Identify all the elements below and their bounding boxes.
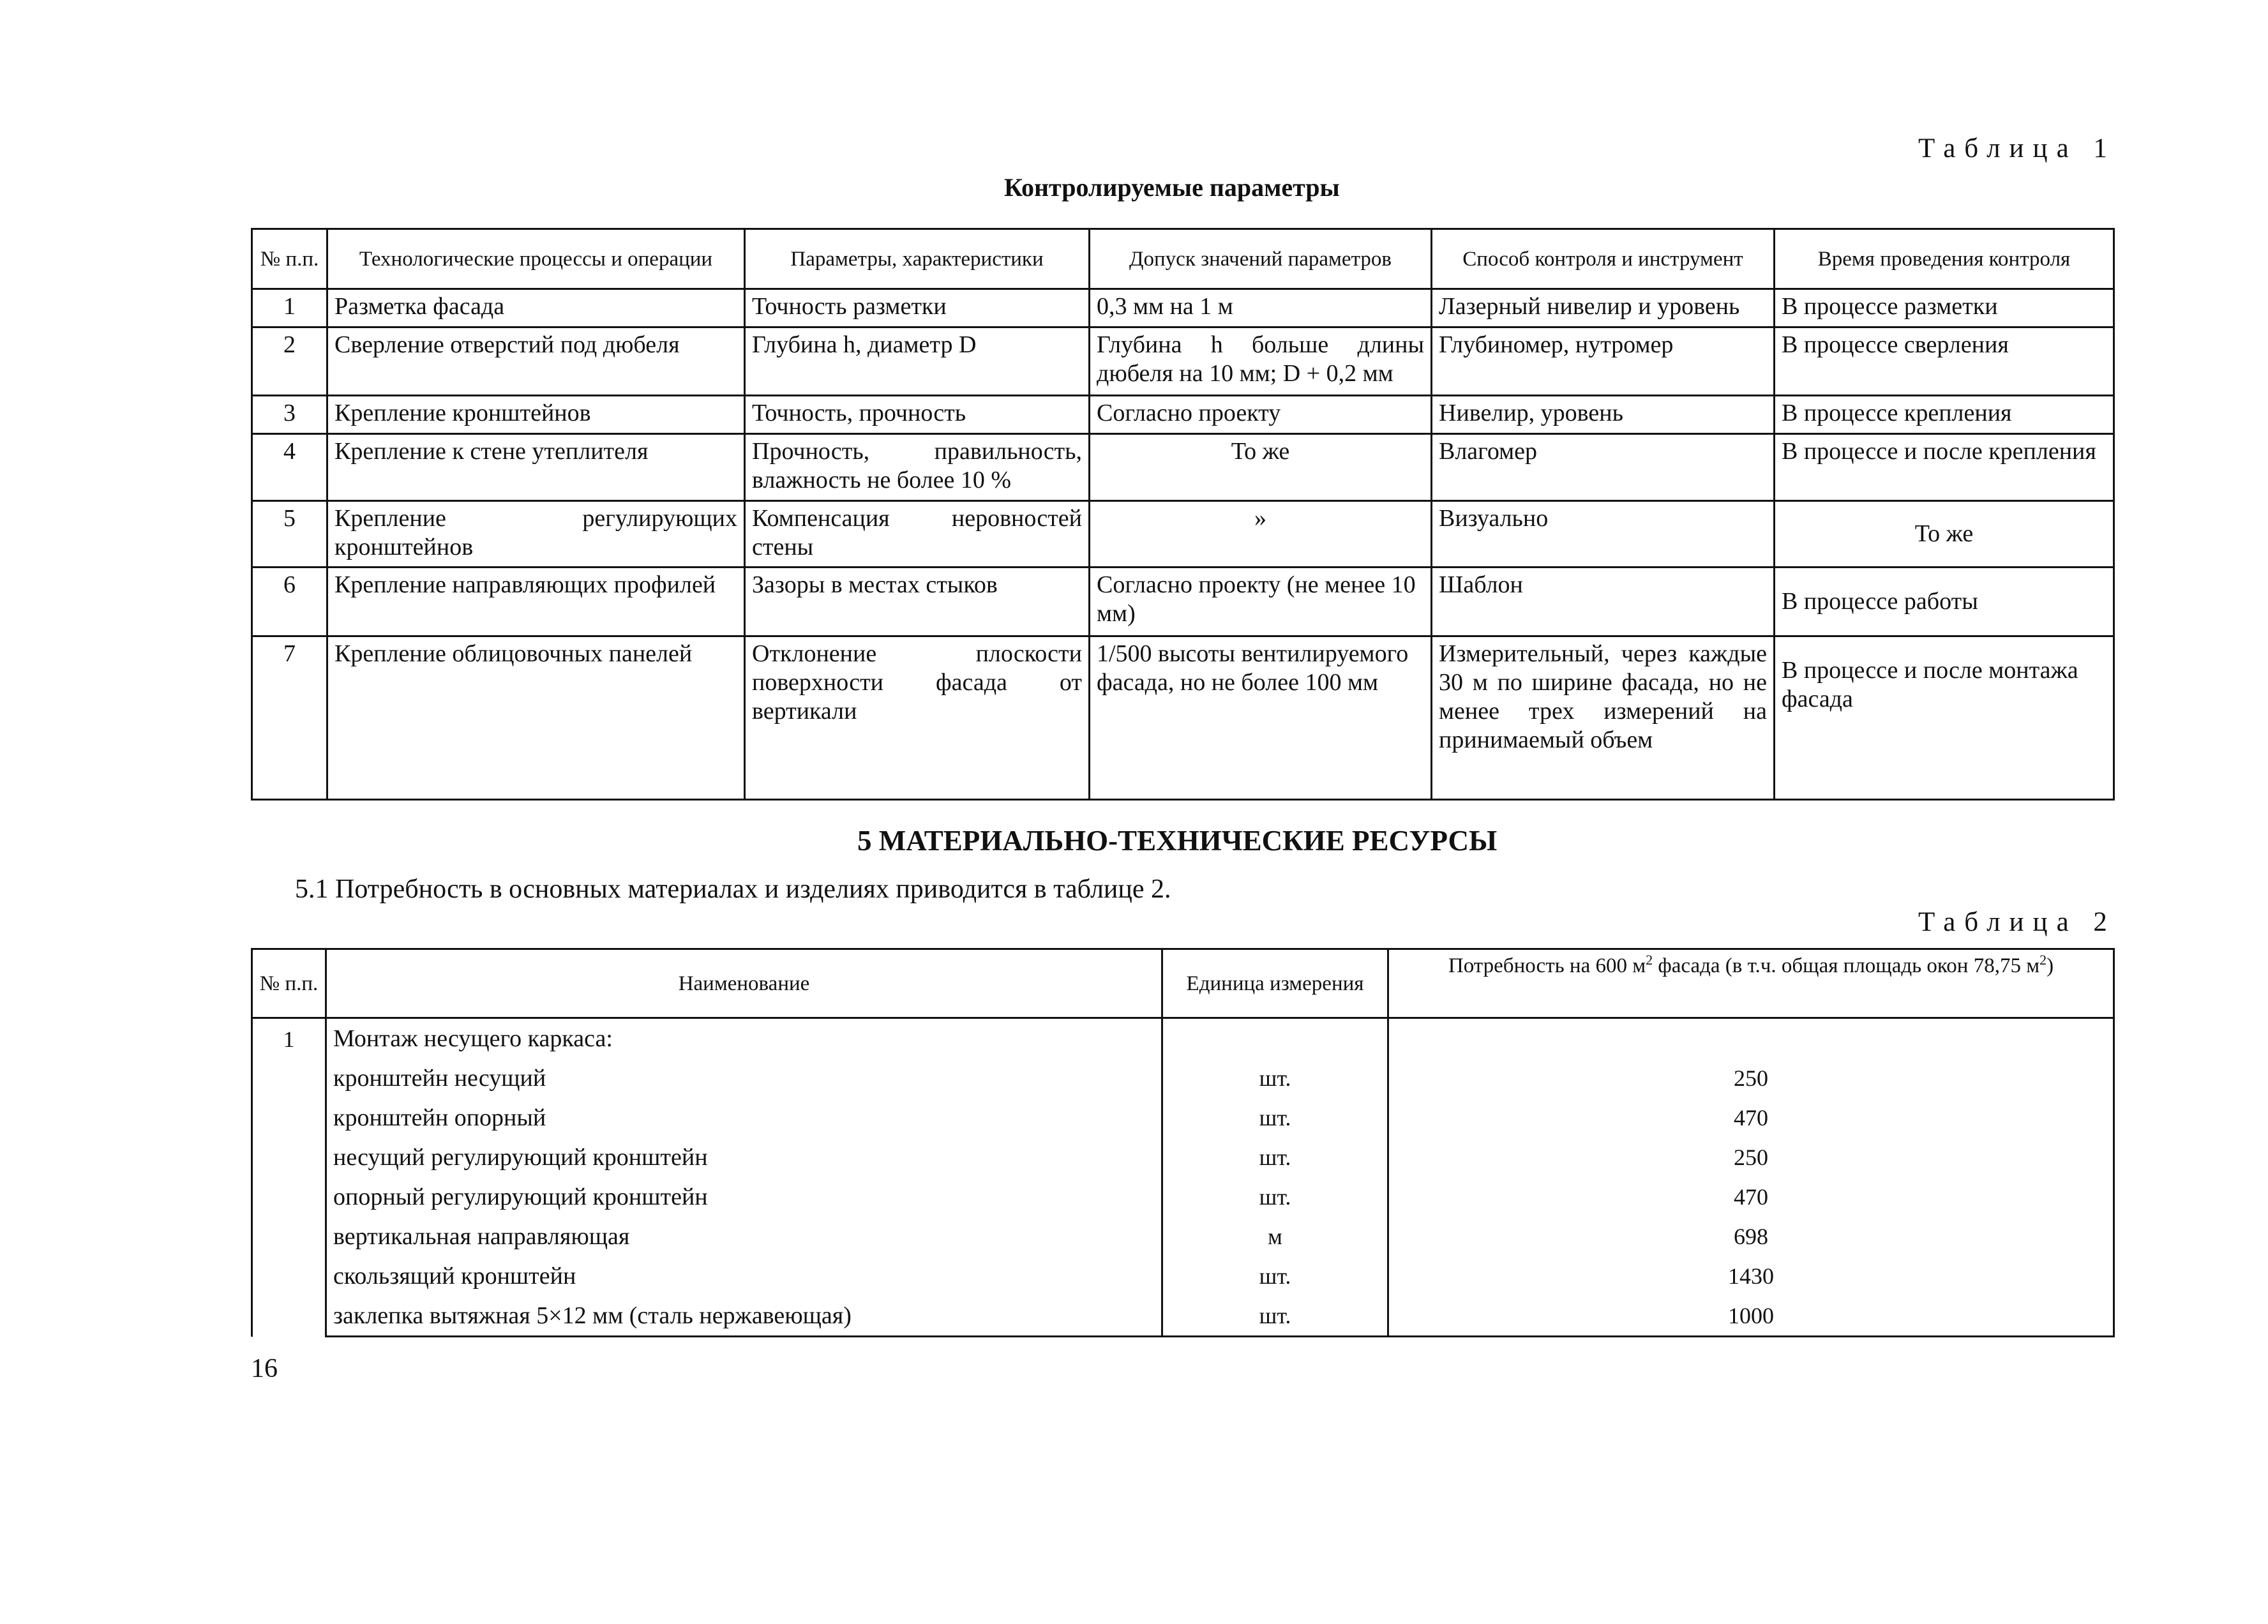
table1-header-param: Параметры, характеристики bbox=[745, 229, 1090, 289]
row-tolerance: То же bbox=[1090, 434, 1432, 501]
materials-table bbox=[251, 948, 2115, 1337]
row-tolerance: 1/500 высоты вентилируемого фасада, но не более 100 мм bbox=[1090, 636, 1432, 800]
table-row bbox=[252, 396, 2114, 434]
row-tolerance: Согласно проекту bbox=[1090, 396, 1432, 434]
table1-header-num: № п.п. bbox=[252, 229, 327, 289]
table2-header-num: № п.п. bbox=[252, 949, 326, 1018]
row-time: В процессе и после монтажа фасада bbox=[1775, 636, 2114, 800]
row-time: В процессе и после крепления bbox=[1775, 434, 2114, 501]
group-qty-empty bbox=[1388, 1018, 2114, 1059]
row-num: 1 bbox=[252, 289, 327, 327]
item-name: кронштейн несущий bbox=[326, 1058, 1162, 1098]
section-paragraph: 5.1 Потребность в основных материалах и изделиях приводится в таблице 2. bbox=[295, 875, 1171, 904]
table2-header-need-c: ) bbox=[2046, 954, 2054, 977]
row-method: Шаблон bbox=[1432, 568, 1775, 636]
table2-header-row bbox=[252, 949, 2114, 1018]
row-num: 5 bbox=[252, 501, 327, 568]
row-method: Визуально bbox=[1432, 501, 1775, 568]
controlled-parameters-table bbox=[251, 228, 2115, 801]
table2-header-need bbox=[1388, 949, 2114, 1018]
item-qty: 1000 bbox=[1388, 1296, 2114, 1337]
page-number: 16 bbox=[251, 1354, 278, 1383]
table-row bbox=[252, 289, 2114, 327]
table-row bbox=[252, 1177, 2114, 1217]
item-name: опорный регулирующий кронштейн bbox=[326, 1177, 1162, 1217]
item-qty: 250 bbox=[1388, 1058, 2114, 1098]
group-unit-empty bbox=[1162, 1018, 1388, 1059]
item-qty: 470 bbox=[1388, 1177, 2114, 1217]
table-row bbox=[252, 1058, 2114, 1098]
row-tolerance: Согласно проекту (не менее 10 мм) bbox=[1090, 568, 1432, 636]
item-name: кронштейн опорный bbox=[326, 1098, 1162, 1138]
table-row bbox=[252, 1098, 2114, 1138]
item-qty: 698 bbox=[1388, 1217, 2114, 1256]
item-unit: шт. bbox=[1162, 1256, 1388, 1296]
item-unit: м bbox=[1162, 1217, 1388, 1256]
row-method: Измерительный, через каждые 30 м по ширине фасада, но не менее трех измерений на принимаемый объем bbox=[1432, 636, 1775, 800]
row-param: Компенсация неровностей стены bbox=[745, 501, 1090, 568]
row-param: Точность, прочность bbox=[745, 396, 1090, 434]
row-num: 7 bbox=[252, 636, 327, 800]
table-row bbox=[252, 1296, 2114, 1337]
table1-header-process: Технологические процессы и операции bbox=[327, 229, 745, 289]
row-method: Лазерный нивелир и уровень bbox=[1432, 289, 1775, 327]
row-process: Крепление облицовочных панелей bbox=[327, 636, 745, 800]
table-row bbox=[252, 1256, 2114, 1296]
item-unit: шт. bbox=[1162, 1177, 1388, 1217]
row-method: Влагомер bbox=[1432, 434, 1775, 501]
superscript-2: 2 bbox=[2039, 952, 2047, 968]
row-num: 6 bbox=[252, 568, 327, 636]
row-time: В процессе крепления bbox=[1775, 396, 2114, 434]
item-qty: 470 bbox=[1388, 1098, 2114, 1138]
row-process: Сверление отверстий под дюбеля bbox=[327, 327, 745, 396]
table-row bbox=[252, 327, 2114, 396]
superscript-2: 2 bbox=[1646, 952, 1653, 968]
row-param: Глубина h, диаметр D bbox=[745, 327, 1090, 396]
item-qty: 250 bbox=[1388, 1138, 2114, 1177]
group-title: Монтаж несущего каркаса: bbox=[326, 1018, 1162, 1059]
row-process: Крепление регулирующих кронштейнов bbox=[327, 501, 745, 568]
table-row bbox=[252, 568, 2114, 636]
item-unit: шт. bbox=[1162, 1058, 1388, 1098]
row-param: Точность разметки bbox=[745, 289, 1090, 327]
row-time: То же bbox=[1775, 501, 2114, 568]
table-row bbox=[252, 1138, 2114, 1177]
table1-header-time: Время проведения контроля bbox=[1775, 229, 2114, 289]
table2-header-name: Наименование bbox=[326, 949, 1162, 1018]
row-num: 4 bbox=[252, 434, 327, 501]
row-time: В процессе разметки bbox=[1775, 289, 2114, 327]
item-qty: 1430 bbox=[1388, 1256, 2114, 1296]
row-method: Нивелир, уровень bbox=[1432, 396, 1775, 434]
row-time: В процессе сверления bbox=[1775, 327, 2114, 396]
row-num: 2 bbox=[252, 327, 327, 396]
item-unit: шт. bbox=[1162, 1098, 1388, 1138]
row-param: Прочность, правильность, влажность не более 10 % bbox=[745, 434, 1090, 501]
table2-caption: Таблица 2 bbox=[1918, 907, 2116, 937]
row-process: Разметка фасада bbox=[327, 289, 745, 327]
row-param: Зазоры в местах стыков bbox=[745, 568, 1090, 636]
table-row bbox=[252, 1217, 2114, 1256]
item-name: несущий регулирующий кронштейн bbox=[326, 1138, 1162, 1177]
item-name: скользящий кронштейн bbox=[326, 1256, 1162, 1296]
group-num: 1 bbox=[252, 1018, 326, 1337]
row-tolerance: 0,3 мм на 1 м bbox=[1090, 289, 1432, 327]
item-unit: шт. bbox=[1162, 1296, 1388, 1337]
row-time: В процессе работы bbox=[1775, 568, 2114, 636]
table1-title: Контролируемые параметры bbox=[1004, 173, 1340, 202]
row-param: Отклонение плоскости поверхности фасада от вертикали bbox=[745, 636, 1090, 800]
row-tolerance: Глубина h больше длины дюбеля на 10 мм; D + 0,2 мм bbox=[1090, 327, 1432, 396]
table-row bbox=[252, 434, 2114, 501]
section-heading: 5 МАТЕРИАЛЬНО-ТЕХНИЧЕСКИЕ РЕСУРСЫ bbox=[857, 825, 1498, 857]
table1-caption: Таблица 1 bbox=[1918, 133, 2116, 163]
item-name: заклепка вытяжная 5×12 мм (сталь нержавеющая) bbox=[326, 1296, 1162, 1337]
row-process: Крепление кронштейнов bbox=[327, 396, 745, 434]
table-row bbox=[252, 1018, 2114, 1059]
table2-header-need-a: Потребность на 600 м bbox=[1448, 954, 1646, 977]
table-row bbox=[252, 501, 2114, 568]
row-process: Крепление направляющих профилей bbox=[327, 568, 745, 636]
table1-header-method: Способ контроля и инструмент bbox=[1432, 229, 1775, 289]
table2-header-need-b: фасада (в т.ч. общая площадь окон 78,75 м bbox=[1653, 954, 2040, 977]
table1-header-row bbox=[252, 229, 2114, 289]
row-process: Крепление к стене утеплителя bbox=[327, 434, 745, 501]
table1-header-tolerance: Допуск значений параметров bbox=[1090, 229, 1432, 289]
table-row bbox=[252, 636, 2114, 800]
row-num: 3 bbox=[252, 396, 327, 434]
table2-header-unit: Единица измерения bbox=[1162, 949, 1388, 1018]
item-unit: шт. bbox=[1162, 1138, 1388, 1177]
row-method: Глубиномер, нутромер bbox=[1432, 327, 1775, 396]
item-name: вертикальная направляющая bbox=[326, 1217, 1162, 1256]
row-tolerance: » bbox=[1090, 501, 1432, 568]
